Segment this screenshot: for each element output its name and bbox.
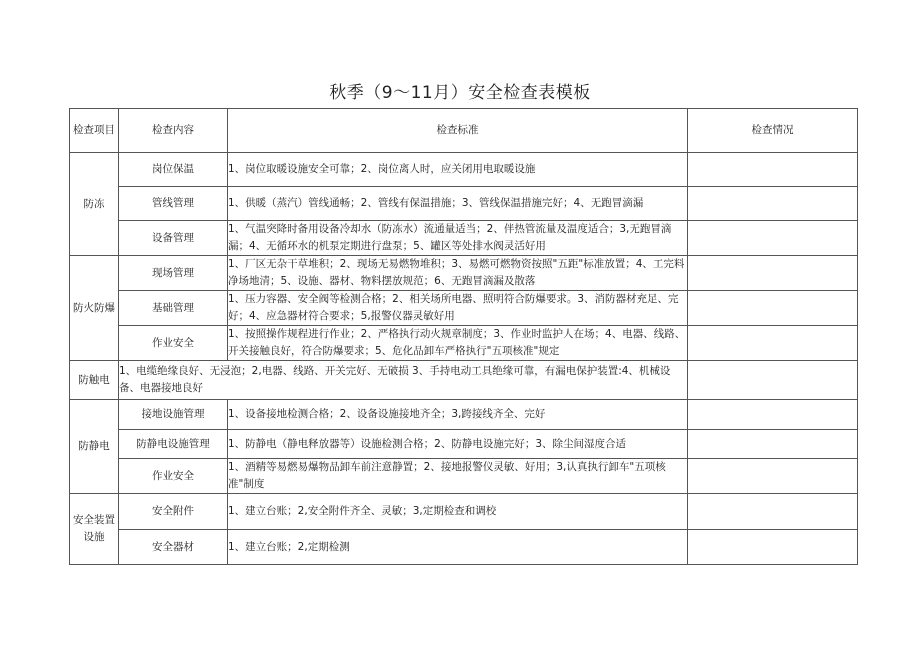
result-cell[interactable] [688,530,858,565]
table-row [70,400,858,430]
standard-cell: 1、建立台账；2,定期检测 [228,530,688,565]
inspection-table [69,108,858,565]
standard-cell: 1、气温突降时备用设备冷却水（防冻水）流通量适当；2、伴热管流量及温度适合；3,无跑冒滴漏；4、无循环水的机泵定期进行盘泵；5、罐区等处排水阀灵活好用 [228,221,688,256]
result-cell[interactable] [688,256,858,291]
result-cell[interactable] [688,430,858,459]
result-cell[interactable] [688,494,858,530]
category-cell: 防触电 [70,361,119,400]
standard-cell: 1、防静电（静电释放器等）设施检测合格；2、防静电设施完好；3、除尘间湿度合适 [228,430,688,459]
category-cell: 防冻 [70,153,119,256]
result-cell[interactable] [688,153,858,187]
category-cell: 安全装置设施 [70,494,119,565]
item-cell: 基础管理 [119,291,228,326]
standard-cell: 1、酒精等易燃易爆物品卸车前注意静置；2、接地报警仪灵敏、好用；3,认真执行卸车"五项核准"制度 [228,459,688,494]
standard-cell: 1、供暖（蒸汽）管线通畅；2、管线有保温措施；3、管线保温措施完好；4、无跑冒滴漏 [228,187,688,221]
header-result: 检查情况 [688,109,858,153]
standard-cell: 1、设备接地检测合格；2、设备设施接地齐全；3,跨接线齐全、完好 [228,400,688,430]
result-cell[interactable] [688,221,858,256]
item-cell: 现场管理 [119,256,228,291]
item-cell: 安全器材 [119,530,228,565]
item-cell: 作业安全 [119,326,228,361]
table-row [70,494,858,530]
result-cell[interactable] [688,459,858,494]
item-cell: 防静电设施管理 [119,430,228,459]
item-cell: 作业安全 [119,459,228,494]
table-row [70,430,858,459]
header-content: 检查内容 [119,109,228,153]
item-cell: 安全附件 [119,494,228,530]
item-cell: 接地设施管理 [119,400,228,430]
table-row [70,221,858,256]
header-row [70,109,858,153]
standard-cell: 1、岗位取暖设施安全可靠；2、岗位离人时，应关闭用电取暖设施 [228,153,688,187]
standard-cell: 1、压力容器、安全阀等检测合格；2、相关场所电器、照明符合防爆要求。3、消防器材充足、完好；4、应急器材符合要求；5,报警仪器灵敏好用 [228,291,688,326]
result-cell[interactable] [688,291,858,326]
item-cell: 设备管理 [119,221,228,256]
item-cell: 管线管理 [119,187,228,221]
standard-cell: 1、按照操作规程进行作业；2、严格执行动火规章制度；3、作业时监护人在场；4、电器、线路、开关接触良好，符合防爆要求；5、危化品卸车严格执行"五项核准"规定 [228,326,688,361]
result-cell[interactable] [688,326,858,361]
header-standard: 检查标准 [228,109,688,153]
table-row [70,326,858,361]
table-row [70,291,858,326]
table-row [70,361,858,400]
item-cell: 岗位保温 [119,153,228,187]
table-row [70,256,858,291]
standard-cell: 1、厂区无杂干草堆积；2、现场无易燃物堆积；3、易燃可燃物资按照"五距"标准放置；4、工完料净场地清；5、设施、器材、物料摆放规范；6、无跑冒滴漏及散落 [228,256,688,291]
table-row [70,530,858,565]
result-cell[interactable] [688,361,858,400]
header-category: 检查项目 [70,109,119,153]
standard-cell: 1、建立台账；2,安全附件齐全、灵敏；3,定期检查和调校 [228,494,688,530]
category-cell: 防静电 [70,400,119,494]
result-cell[interactable] [688,400,858,430]
table-row [70,153,858,187]
result-cell[interactable] [688,187,858,221]
category-cell: 防火防爆 [70,256,119,361]
standard-cell: 1、电缆绝缘良好、无浸泡；2,电器、线路、开关完好、无破损 3、手持电动工具绝缘可靠，有漏电保护装置:4、机械设备、电器接地良好 [119,361,688,400]
table-row [70,187,858,221]
document-title: 秋季（9～11月）安全检查表模板 [329,83,591,103]
table-row [70,459,858,494]
